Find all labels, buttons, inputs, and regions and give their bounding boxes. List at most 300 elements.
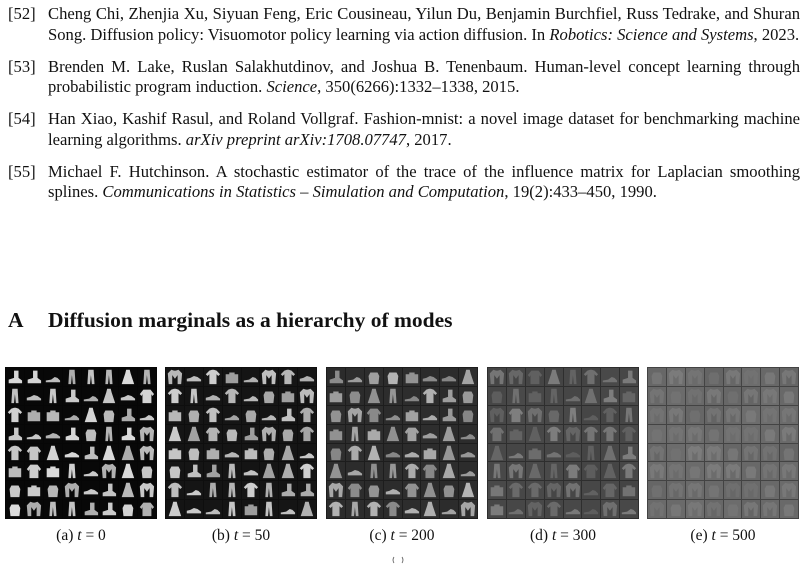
sample-thumbnail (667, 387, 685, 405)
garment-sample (365, 406, 383, 424)
garment-sample (63, 481, 81, 499)
reference-text: Han Xiao, Kashif Rasul, and Roland Vollgraf. Fashion-mnist: a novel image dataset for benchmarking machine learning algorithms. (48, 109, 800, 149)
sample-thumbnail (82, 481, 100, 499)
garment-sample (459, 481, 477, 499)
garment-sample (582, 481, 600, 499)
reference-venue: arXiv preprint arXiv:1708.07747 (185, 129, 406, 149)
sample-thumbnail (242, 387, 260, 405)
garment-sample (705, 444, 723, 462)
garment-sample (526, 425, 544, 443)
garment-sample (601, 500, 619, 518)
garment-sample (298, 481, 316, 499)
garment-sample (279, 481, 297, 499)
sample-thumbnail (648, 500, 666, 518)
garment-sample (327, 462, 345, 480)
sample-thumbnail (780, 444, 798, 462)
garment-sample (440, 444, 458, 462)
caption-label: (c) (369, 527, 387, 544)
sample-thumbnail (742, 368, 760, 386)
garment-sample (780, 500, 798, 518)
garment-sample (384, 481, 402, 499)
sample-thumbnail (742, 425, 760, 443)
sample-thumbnail (601, 462, 619, 480)
garment-sample (260, 481, 278, 499)
sample-thumbnail (384, 481, 402, 499)
sample-thumbnail (260, 481, 278, 499)
reference-tail: , 2023. (753, 24, 800, 44)
sample-thumbnail (488, 406, 506, 424)
reference-item (8, 109, 800, 150)
garment-sample (564, 462, 582, 480)
sample-thumbnail (100, 406, 118, 424)
garment-sample (507, 462, 525, 480)
sample-thumbnail (421, 387, 439, 405)
sample-thumbnail (526, 500, 544, 518)
sample-thumbnail (260, 425, 278, 443)
sample-thumbnail (279, 387, 297, 405)
reference-item (8, 4, 800, 45)
garment-sample (526, 368, 544, 386)
garment-sample (507, 387, 525, 405)
garment-sample (82, 481, 100, 499)
garment-sample (761, 462, 779, 480)
sample-thumbnail (648, 387, 666, 405)
garment-sample (724, 406, 742, 424)
garment-sample (185, 425, 203, 443)
sample-thumbnail (761, 368, 779, 386)
sample-thumbnail (440, 481, 458, 499)
garment-sample (459, 368, 477, 386)
garment-sample (44, 500, 62, 518)
sample-thumbnail (365, 500, 383, 518)
sample-thumbnail (724, 481, 742, 499)
garment-sample (6, 462, 24, 480)
sample-thumbnail (82, 444, 100, 462)
garment-sample (298, 406, 316, 424)
garment-sample (119, 368, 137, 386)
reference-number: [53] (8, 56, 36, 76)
sample-thumbnail (185, 500, 203, 518)
garment-sample (545, 387, 563, 405)
caption-variable: t (77, 527, 82, 544)
garment-sample (582, 462, 600, 480)
sample-thumbnail (260, 387, 278, 405)
garment-sample (780, 444, 798, 462)
garment-sample (526, 500, 544, 518)
sample-thumbnail (6, 444, 24, 462)
garment-sample (582, 500, 600, 518)
garment-sample (648, 481, 666, 499)
garment-sample (724, 425, 742, 443)
garment-sample (564, 425, 582, 443)
sample-thumbnail (705, 481, 723, 499)
sample-thumbnail (440, 406, 458, 424)
sample-thumbnail (403, 425, 421, 443)
garment-sample (63, 406, 81, 424)
sample-thumbnail (298, 406, 316, 424)
garment-sample (403, 481, 421, 499)
sample-thumbnail (82, 500, 100, 518)
garment-sample (327, 481, 345, 499)
sample-thumbnail (298, 462, 316, 480)
reference-item (8, 57, 800, 98)
sample-thumbnail (327, 387, 345, 405)
sample-thumbnail (545, 368, 563, 386)
garment-sample (648, 387, 666, 405)
garment-sample (384, 368, 402, 386)
sample-thumbnail (667, 425, 685, 443)
garment-sample (204, 481, 222, 499)
sample-thumbnail (724, 368, 742, 386)
sample-thumbnail (185, 462, 203, 480)
sample-thumbnail (138, 444, 156, 462)
sample-thumbnail (564, 368, 582, 386)
sample-thumbnail (620, 425, 638, 443)
caption-label: (d) (529, 527, 549, 544)
reference-text: Cheng Chi, Zhenjia Xu, Siyuan Feng, Eric Cousineau, Yilun Du, Benjamin Burchfiel, Russ Tedrake, and Shuran Song. Diffusion policy: Visuomotor policy learning via action diffusion. In (48, 4, 800, 44)
garment-sample (6, 444, 24, 462)
sample-thumbnail (365, 387, 383, 405)
sample-thumbnail (346, 425, 364, 443)
garment-sample (780, 425, 798, 443)
sample-thumbnail (507, 368, 525, 386)
sample-thumbnail (138, 425, 156, 443)
sample-thumbnail (601, 406, 619, 424)
garment-sample (488, 387, 506, 405)
sample-grid-image (487, 367, 639, 519)
garment-sample (223, 481, 241, 499)
garment-sample (620, 368, 638, 386)
sample-thumbnail (507, 406, 525, 424)
reference-venue: Science (266, 77, 318, 96)
garment-sample (279, 387, 297, 405)
garment-sample (365, 368, 383, 386)
garment-sample (223, 444, 241, 462)
garment-sample (648, 444, 666, 462)
garment-sample (545, 444, 563, 462)
garment-sample (384, 444, 402, 462)
garment-sample (780, 406, 798, 424)
garment-sample (25, 444, 43, 462)
garment-sample (488, 368, 506, 386)
sample-thumbnail (526, 406, 544, 424)
garment-sample (582, 444, 600, 462)
sample-thumbnail (705, 444, 723, 462)
garment-sample (365, 425, 383, 443)
sample-thumbnail (384, 406, 402, 424)
figure-diffusion-samples (5, 367, 803, 557)
sample-thumbnail (166, 425, 184, 443)
garment-sample (724, 444, 742, 462)
sample-thumbnail (6, 481, 24, 499)
garment-sample (25, 481, 43, 499)
garment-sample (648, 500, 666, 518)
sample-thumbnail (780, 406, 798, 424)
sample-thumbnail (440, 444, 458, 462)
sample-thumbnail (44, 462, 62, 480)
sample-thumbnail (260, 444, 278, 462)
sample-thumbnail (25, 462, 43, 480)
garment-sample (327, 368, 345, 386)
sample-thumbnail (705, 462, 723, 480)
garment-sample (620, 425, 638, 443)
sample-thumbnail (260, 406, 278, 424)
garment-sample (166, 481, 184, 499)
garment-sample (440, 368, 458, 386)
garment-sample (185, 368, 203, 386)
sample-thumbnail (507, 481, 525, 499)
sample-thumbnail (223, 425, 241, 443)
sample-thumbnail (403, 368, 421, 386)
sample-thumbnail (564, 481, 582, 499)
sample-thumbnail (44, 500, 62, 518)
garment-sample (25, 500, 43, 518)
sample-thumbnail (25, 481, 43, 499)
sample-thumbnail (620, 444, 638, 462)
sample-thumbnail (582, 444, 600, 462)
sample-thumbnail (138, 368, 156, 386)
sample-thumbnail (204, 481, 222, 499)
garment-sample (242, 444, 260, 462)
sample-thumbnail (488, 462, 506, 480)
garment-sample (119, 481, 137, 499)
sample-thumbnail (119, 406, 137, 424)
sample-thumbnail (564, 500, 582, 518)
garment-sample (185, 387, 203, 405)
reference-tail: , 350(6266):1332–1338, 2015. (317, 77, 520, 96)
garment-sample (507, 444, 525, 462)
sample-thumbnail (582, 462, 600, 480)
sample-thumbnail (459, 500, 477, 518)
garment-sample (204, 500, 222, 518)
garment-sample (298, 500, 316, 518)
caption-variable: t (233, 527, 239, 544)
sample-thumbnail (705, 500, 723, 518)
garment-sample (564, 444, 582, 462)
sample-thumbnail (6, 368, 24, 386)
garment-sample (667, 481, 685, 499)
garment-sample (564, 387, 582, 405)
sample-thumbnail (440, 462, 458, 480)
sample-grid-image (5, 367, 157, 519)
sample-thumbnail (327, 444, 345, 462)
sample-thumbnail (223, 406, 241, 424)
sample-thumbnail (488, 387, 506, 405)
garment-sample (100, 387, 118, 405)
sample-thumbnail (204, 387, 222, 405)
garment-sample (25, 425, 43, 443)
sample-thumbnail (6, 462, 24, 480)
garment-sample (620, 387, 638, 405)
garment-sample (459, 406, 477, 424)
garment-sample (724, 387, 742, 405)
sample-thumbnail (204, 406, 222, 424)
reference-body (48, 57, 800, 98)
sample-thumbnail (440, 387, 458, 405)
sample-thumbnail (601, 368, 619, 386)
sample-thumbnail (138, 387, 156, 405)
garment-sample (724, 462, 742, 480)
sample-thumbnail (185, 368, 203, 386)
sample-thumbnail (44, 387, 62, 405)
garment-sample (100, 500, 118, 518)
sample-thumbnail (564, 387, 582, 405)
sample-thumbnail (686, 481, 704, 499)
sample-thumbnail (761, 481, 779, 499)
sample-thumbnail (648, 462, 666, 480)
garment-sample (761, 481, 779, 499)
garment-sample (440, 500, 458, 518)
garment-sample (742, 481, 760, 499)
garment-sample (346, 425, 364, 443)
sample-thumbnail (705, 425, 723, 443)
sample-thumbnail (459, 406, 477, 424)
garment-sample (260, 425, 278, 443)
garment-sample (204, 406, 222, 424)
garment-sample (545, 368, 563, 386)
reference-list (8, 4, 800, 214)
sample-thumbnail (25, 368, 43, 386)
sample-thumbnail (242, 368, 260, 386)
caption-label: (b) (211, 527, 230, 544)
sample-thumbnail (421, 406, 439, 424)
garment-sample (365, 444, 383, 462)
sample-thumbnail (365, 406, 383, 424)
garment-sample (488, 462, 506, 480)
garment-sample (119, 406, 137, 424)
sample-thumbnail (223, 387, 241, 405)
garment-sample (667, 444, 685, 462)
sample-thumbnail (742, 387, 760, 405)
garment-sample (260, 368, 278, 386)
caption-variable: t (390, 527, 395, 544)
sample-thumbnail (223, 500, 241, 518)
sample-thumbnail (204, 462, 222, 480)
garment-sample (742, 406, 760, 424)
garment-sample (564, 500, 582, 518)
sample-thumbnail (780, 481, 798, 499)
garment-sample (667, 406, 685, 424)
sample-thumbnail (100, 481, 118, 499)
garment-sample (242, 387, 260, 405)
garment-sample (384, 387, 402, 405)
sample-thumbnail (761, 387, 779, 405)
sample-thumbnail (298, 368, 316, 386)
sample-thumbnail (761, 406, 779, 424)
garment-sample (260, 462, 278, 480)
garment-sample (279, 406, 297, 424)
sample-thumbnail (526, 368, 544, 386)
section-title: Diffusion marginals as a hierarchy of modes (48, 308, 453, 332)
garment-sample (279, 462, 297, 480)
sample-thumbnail (780, 368, 798, 386)
figure-panel (326, 367, 478, 544)
sample-thumbnail (564, 425, 582, 443)
sample-thumbnail (63, 387, 81, 405)
garment-sample (507, 425, 525, 443)
garment-sample (421, 462, 439, 480)
sample-thumbnail (384, 387, 402, 405)
sample-thumbnail (204, 444, 222, 462)
garment-sample (119, 500, 137, 518)
garment-sample (223, 387, 241, 405)
garment-sample (403, 406, 421, 424)
garment-sample (488, 425, 506, 443)
garment-sample (667, 462, 685, 480)
garment-sample (601, 425, 619, 443)
garment-sample (185, 462, 203, 480)
sample-thumbnail (6, 425, 24, 443)
sample-thumbnail (601, 500, 619, 518)
sample-thumbnail (620, 368, 638, 386)
garment-sample (279, 444, 297, 462)
sample-thumbnail (620, 462, 638, 480)
garment-sample (100, 444, 118, 462)
sample-thumbnail (223, 444, 241, 462)
sample-thumbnail (601, 481, 619, 499)
garment-sample (82, 425, 100, 443)
sample-thumbnail (365, 462, 383, 480)
garment-sample (761, 387, 779, 405)
garment-sample (488, 481, 506, 499)
caption-value: = 200 (398, 527, 435, 544)
sample-thumbnail (119, 387, 137, 405)
garment-sample (138, 481, 156, 499)
garment-sample (705, 500, 723, 518)
garment-sample (138, 406, 156, 424)
garment-sample (327, 406, 345, 424)
sample-thumbnail (166, 387, 184, 405)
sample-thumbnail (204, 500, 222, 518)
sample-thumbnail (6, 500, 24, 518)
garment-sample (545, 481, 563, 499)
sample-thumbnail (384, 500, 402, 518)
garment-sample (705, 462, 723, 480)
garment-sample (601, 406, 619, 424)
garment-sample (279, 425, 297, 443)
sample-thumbnail (667, 462, 685, 480)
garment-sample (260, 387, 278, 405)
garment-sample (667, 368, 685, 386)
garment-sample (742, 387, 760, 405)
sample-thumbnail (185, 387, 203, 405)
sample-thumbnail (44, 368, 62, 386)
garment-sample (100, 368, 118, 386)
sample-thumbnail (260, 368, 278, 386)
sample-thumbnail (44, 444, 62, 462)
sample-thumbnail (223, 481, 241, 499)
garment-sample (298, 387, 316, 405)
panel-caption (326, 527, 478, 545)
garment-sample (705, 406, 723, 424)
sample-thumbnail (44, 425, 62, 443)
sample-thumbnail (648, 368, 666, 386)
sample-thumbnail (138, 481, 156, 499)
sample-thumbnail (545, 387, 563, 405)
sample-thumbnail (526, 481, 544, 499)
garment-sample (620, 481, 638, 499)
sample-thumbnail (384, 425, 402, 443)
reference-body (48, 4, 800, 45)
garment-sample (459, 387, 477, 405)
garment-sample (440, 387, 458, 405)
sample-thumbnail (185, 406, 203, 424)
sample-thumbnail (705, 406, 723, 424)
garment-sample (582, 425, 600, 443)
sample-thumbnail (403, 406, 421, 424)
sample-thumbnail (365, 444, 383, 462)
sample-thumbnail (761, 500, 779, 518)
